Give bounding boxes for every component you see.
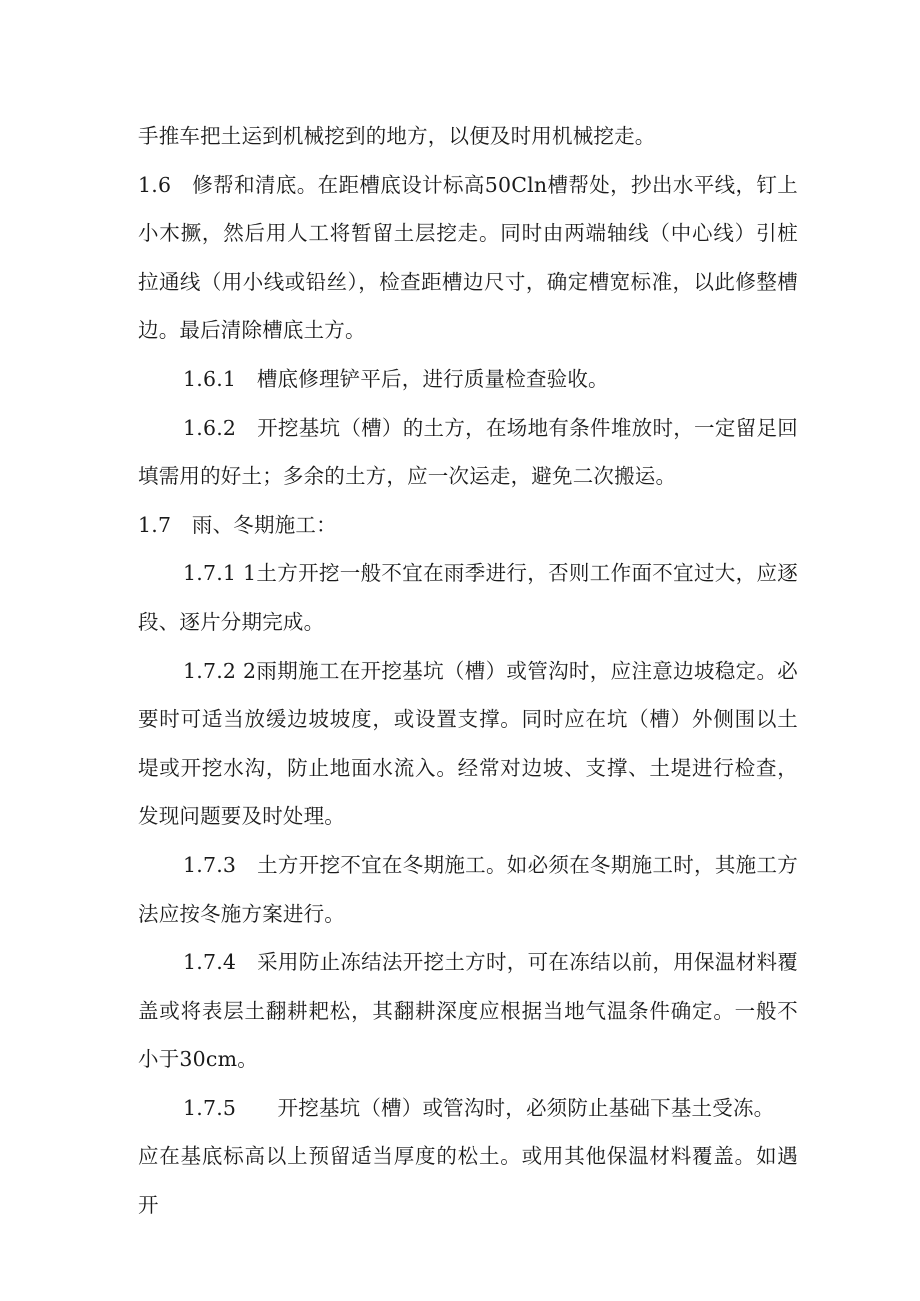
paragraph-1-7: 1.7 雨、冬期施工： (138, 512, 337, 537)
paragraph-1-7-2: 1.7.2 2雨期施工在开挖基坑（槽）或管沟时，应注意边坡稳定。必要时可适当放缓边坡坡度，或设置支撑。同时应在坑（槽）外侧围以土堤或开挖水沟，防止地面水流入。经常对边坡、支撑、土堤进行检查，发现问题要及时处理。 (138, 658, 798, 829)
body-text (138, 112, 798, 1230)
paragraph-1-6: 1.6 修帮和清底。在距槽底设计标高50Cln槽帮处，抄出水平线，钉上小木撅，然后用人工将暂留土层挖走。同时由两端轴线（中心线）引桩拉通线（用小线或铅丝），检查距槽边尺寸，确定槽宽标准，以此修整槽边。最后清除槽底土方。 (138, 172, 798, 343)
paragraph-continued-next-page: 应在基底标高以上预留适当厚度的松土。或用其他保温材料覆盖。如遇开 (138, 1144, 798, 1218)
paragraph-1-7-1: 1.7.1 1土方开挖一般不宜在雨季进行，否则工作面不宜过大，应逐段、逐片分期完成。 (138, 561, 798, 634)
paragraph-1-7-5: 1.7.5 开挖基坑（槽）或管沟时，必须防止基础下基土受冻。 (183, 1095, 775, 1120)
paragraph-continuation: 手推车把土运到机械挖到的地方，以便及时用机械挖走。 (138, 124, 656, 148)
paragraph-1-7-3: 1.7.3 土方开挖不宜在冬期施工。如必须在冬期施工时，其施工方法应按冬施方案进行。 (138, 852, 798, 926)
paragraph-1-6-2: 1.6.2 开挖基坑（槽）的土方，在场地有条件堆放时，一定留足回填需用的好土；多余的土方，应一次运走，避免二次搬运。 (138, 415, 798, 489)
paragraph-1-6-1: 1.6.1 槽底修理铲平后，进行质量检查验收。 (183, 366, 609, 391)
paragraph-1-7-4: 1.7.4 采用防止冻结法开挖土方时，可在冻结以前，用保温材料覆盖或将表层土翻耕耙松，其翻耕深度应根据当地气温条件确定。一般不小于30cm。 (138, 950, 798, 1072)
